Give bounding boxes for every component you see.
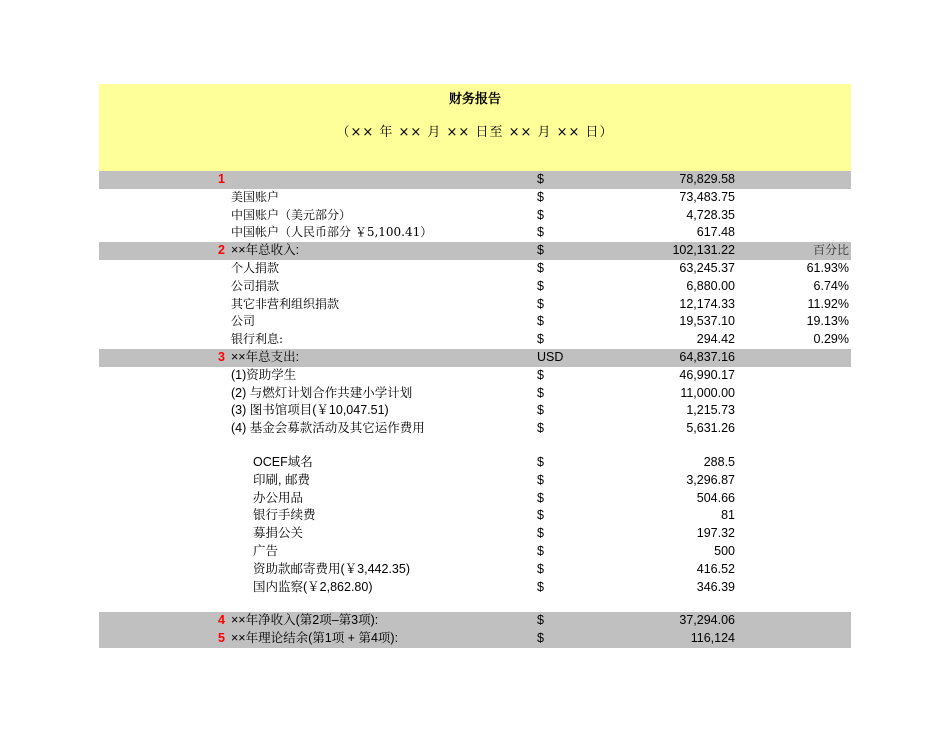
row-china-account-usd bbox=[99, 207, 851, 225]
row-label: 银行手续费 bbox=[253, 508, 316, 523]
row-total-expenses bbox=[99, 349, 851, 367]
amount: 416.52 bbox=[696, 561, 735, 576]
row-label: ××年总支出: bbox=[231, 349, 300, 364]
currency-symbol: $ bbox=[537, 613, 544, 628]
currency-symbol: $ bbox=[537, 490, 544, 505]
amount: 4,728.35 bbox=[686, 207, 735, 222]
row-office-supplies bbox=[99, 490, 851, 508]
percent-header: 百分比 bbox=[812, 243, 849, 258]
currency-symbol: $ bbox=[537, 472, 544, 487]
percent: 6.74% bbox=[813, 278, 849, 293]
row-label: 银行利息: bbox=[231, 332, 284, 347]
currency-symbol: USD bbox=[537, 349, 564, 364]
row-domestic-monitoring bbox=[99, 579, 851, 597]
row-opening-balance bbox=[99, 171, 851, 189]
row-label: OCEF域名 bbox=[253, 454, 313, 469]
item-number: 3 bbox=[218, 349, 225, 364]
row-aid-mailing bbox=[99, 561, 851, 579]
item-number: 4 bbox=[218, 613, 225, 628]
row-label: 办公用品 bbox=[253, 490, 304, 505]
amount: 46,990.17 bbox=[679, 367, 735, 382]
row-label: ××年净收入(第2项–第3项): bbox=[231, 613, 379, 628]
amount: 81 bbox=[721, 508, 735, 523]
amount: 63,245.37 bbox=[679, 260, 735, 275]
row-fundraising-pr bbox=[99, 525, 851, 543]
currency-symbol: $ bbox=[537, 278, 544, 293]
report-period: （×× 年 ×× 月 ×× 日至 ×× 月 ×× 日） bbox=[336, 125, 614, 140]
row-library-project bbox=[99, 402, 851, 420]
amount: 500 bbox=[714, 543, 735, 558]
row-label: 募捐公关 bbox=[253, 526, 304, 541]
row-label: (2) 与燃灯计划合作共建小学计划 bbox=[231, 385, 413, 400]
amount: 37,294.06 bbox=[679, 613, 735, 628]
currency-symbol: $ bbox=[537, 332, 544, 347]
row-student-aid bbox=[99, 367, 851, 385]
row-china-account-rmb bbox=[99, 224, 851, 242]
currency-symbol: $ bbox=[537, 314, 544, 329]
amount: 19,537.10 bbox=[679, 314, 735, 329]
currency-symbol: $ bbox=[537, 543, 544, 558]
amount: 6,880.00 bbox=[686, 278, 735, 293]
row-label: 公司 bbox=[231, 314, 256, 329]
currency-symbol: $ bbox=[537, 189, 544, 204]
report-title: 财务报告 bbox=[448, 92, 501, 107]
row-printing-postage bbox=[99, 472, 851, 490]
row-nonprofit-donations bbox=[99, 296, 851, 314]
item-number: 1 bbox=[218, 172, 225, 186]
currency-symbol: $ bbox=[537, 631, 544, 646]
row-label: ××年总收入: bbox=[231, 243, 300, 258]
amount: 1,215.73 bbox=[686, 403, 735, 418]
row-advertising bbox=[99, 543, 851, 561]
amount: 12,174.33 bbox=[679, 296, 735, 311]
spacer-row bbox=[99, 596, 851, 612]
amount: 504.66 bbox=[696, 490, 735, 505]
row-bank-fees bbox=[99, 507, 851, 525]
row-corporate-donations bbox=[99, 278, 851, 296]
row-label: 资助款邮寄费用(￥3,442.35) bbox=[253, 561, 410, 576]
amount: 3,296.87 bbox=[686, 472, 735, 487]
row-label: (3) 图书馆项目(￥10,047.51) bbox=[231, 403, 389, 418]
row-net-income bbox=[99, 612, 851, 630]
currency-symbol: $ bbox=[537, 403, 544, 418]
currency-symbol: $ bbox=[537, 296, 544, 311]
row-label: ××年理论结余(第1项 + 第4项): bbox=[231, 631, 399, 646]
row-total-income bbox=[99, 242, 851, 260]
row-individual-donations bbox=[99, 260, 851, 278]
row-operating-costs bbox=[99, 420, 851, 438]
row-label: 个人捐款 bbox=[231, 260, 280, 275]
amount: 64,837.16 bbox=[679, 349, 735, 364]
spacer-row bbox=[99, 438, 851, 454]
item-number: 5 bbox=[218, 631, 225, 646]
row-label: 中国账户（美元部分） bbox=[231, 207, 352, 222]
row-label: 广告 bbox=[253, 543, 279, 558]
currency-symbol: $ bbox=[537, 561, 544, 576]
report-table bbox=[99, 171, 851, 648]
row-label: (1)资助学生 bbox=[231, 367, 297, 382]
amount: 197.32 bbox=[696, 526, 735, 541]
currency-symbol: $ bbox=[537, 508, 544, 523]
item-number: 2 bbox=[218, 243, 225, 258]
row-bank-interest bbox=[99, 331, 851, 349]
amount: 116,124 bbox=[690, 631, 735, 646]
row-label: 公司捐款 bbox=[231, 278, 280, 293]
row-label: 美国账户 bbox=[231, 189, 280, 204]
currency-symbol: $ bbox=[537, 454, 544, 469]
report-header bbox=[99, 84, 851, 171]
currency-symbol: $ bbox=[537, 207, 544, 222]
amount: 288.5 bbox=[703, 454, 735, 469]
currency-symbol: $ bbox=[537, 526, 544, 541]
row-theoretical-balance bbox=[99, 630, 851, 648]
row-school-program bbox=[99, 385, 851, 403]
currency-symbol: $ bbox=[537, 225, 544, 240]
percent: 61.93% bbox=[806, 260, 849, 275]
percent: 19.13% bbox=[806, 314, 849, 329]
amount: 102,131.22 bbox=[672, 243, 735, 258]
amount: 294.42 bbox=[696, 332, 735, 347]
row-label: 印刷, 邮费 bbox=[253, 472, 310, 487]
currency-symbol: $ bbox=[537, 172, 544, 186]
currency-symbol: $ bbox=[537, 579, 544, 594]
row-label: 中国帐户（人民币部分 ￥5,100.41） bbox=[231, 225, 433, 240]
currency-symbol: $ bbox=[537, 385, 544, 400]
currency-symbol: $ bbox=[537, 367, 544, 382]
financial-report-sheet bbox=[99, 84, 851, 646]
currency-symbol: $ bbox=[537, 421, 544, 436]
amount: 78,829.58 bbox=[679, 172, 735, 186]
row-label: (4) 基金会募款活动及其它运作费用 bbox=[231, 421, 425, 436]
currency-symbol: $ bbox=[537, 260, 544, 275]
row-company bbox=[99, 313, 851, 331]
amount: 73,483.75 bbox=[679, 189, 735, 204]
row-domain bbox=[99, 454, 851, 472]
amount: 617.48 bbox=[696, 225, 735, 240]
percent: 11.92% bbox=[807, 296, 849, 311]
amount: 11,000.00 bbox=[680, 385, 735, 400]
row-us-account bbox=[99, 189, 851, 207]
amount: 346.39 bbox=[696, 579, 735, 594]
percent: 0.29% bbox=[813, 332, 849, 347]
row-label: 其它非营利组织捐款 bbox=[231, 296, 340, 311]
row-label: 国内监察(￥2,862.80) bbox=[253, 579, 373, 594]
currency-symbol: $ bbox=[537, 243, 544, 258]
amount: 5,631.26 bbox=[686, 421, 735, 436]
